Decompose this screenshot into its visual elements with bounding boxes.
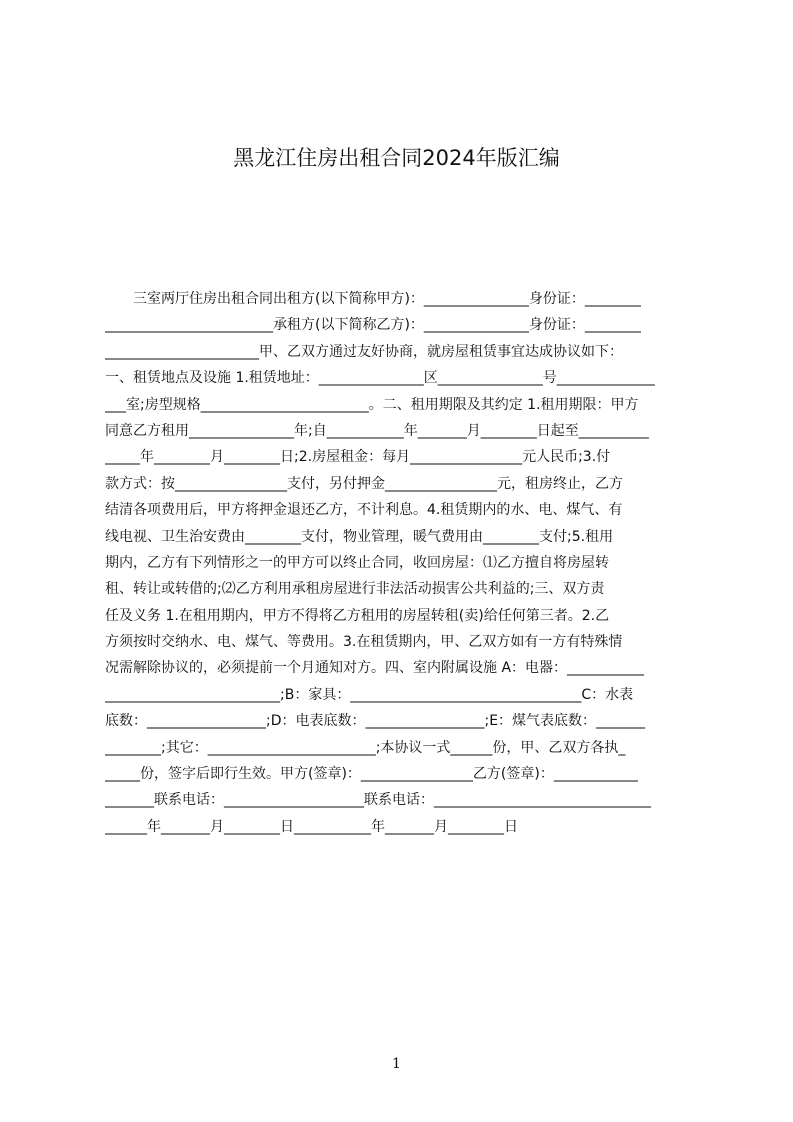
body-line: 同意乙方租用_______________年;自___________年_______月________日起至__________ [105, 422, 649, 439]
body-line: _____年________月________日;2.房屋租金：每月________________元人民币;3.付 [105, 449, 611, 466]
body-line: 结清各项费用后，甲方将押金退还乙方，不计利息。4.租赁期内的水、电、煤气、有 [105, 502, 623, 519]
body-line: 期内，乙方有下列情形之一的甲方可以终止合同，收回房屋：⑴乙方擅自将房屋转 [105, 554, 609, 571]
body-line: ________;其它：________________________;本协议一式______份，甲、乙双方各执_ [105, 739, 626, 756]
body-line: _________________________;B：家具：_________________________________C：水表 [105, 686, 634, 703]
body-line: 租、转让或转借的;⑵乙方利用承租房屋进行非法活动损害公共利益的;三、双方责 [105, 581, 605, 598]
body-line: ______________________甲、乙双方通过友好协商，就房屋租赁事宜达成协议如下： [105, 343, 623, 360]
body-line: ___室;房型规格________________________。二、租用期限及其约定 1.租用期限：甲方 [105, 396, 639, 413]
body-line: 三室两厅住房出租合同出租方(以下简称甲方)：_______________身份证：________ [105, 291, 641, 307]
body-line: _____份，签字后即行生效。甲方(签章)：________________乙方(签章)：____________ [105, 766, 638, 783]
page-number: 1 [392, 1056, 401, 1072]
body-line: 任及义务 1.在租用期内，甲方不得将乙方租用的房屋转租(卖)给任何第三者。2.乙 [105, 607, 610, 624]
body-line: _______联系电话：____________________联系电话：_______________________________ [105, 792, 651, 809]
body-line: 方须按时交纳水、电、煤气、等费用。3.在租赁期内，甲、乙双方如有一方有特殊情 [105, 634, 623, 651]
body-line: 一、租赁地点及设施 1.租赁地址：_______________区_______________号______________ [105, 370, 655, 387]
contract-body [105, 286, 700, 840]
body-line: 线电视、卫生治安费由________支付，物业管理，暖气费用由________支付;5.租用 [105, 528, 614, 545]
body-line: 底数：_________________;D：电表底数：_________________;E：煤气表底数：_______ [105, 713, 646, 730]
body-line: 况需解除协议的，必须提前一个月通知对方。四、室内附属设施 A：电器：___________ [105, 660, 645, 677]
document-title: 黑龙江住房出租合同2024年版汇编 [233, 146, 560, 170]
body-line: ________________________承租方(以下简称乙方)：_______________身份证：________ [105, 317, 641, 334]
body-line: ______年_______月________日___________年_______月________日 [105, 818, 518, 835]
body-line: 款方式：按________________支付，另付押金________________元，租房终止，乙方 [105, 475, 623, 492]
